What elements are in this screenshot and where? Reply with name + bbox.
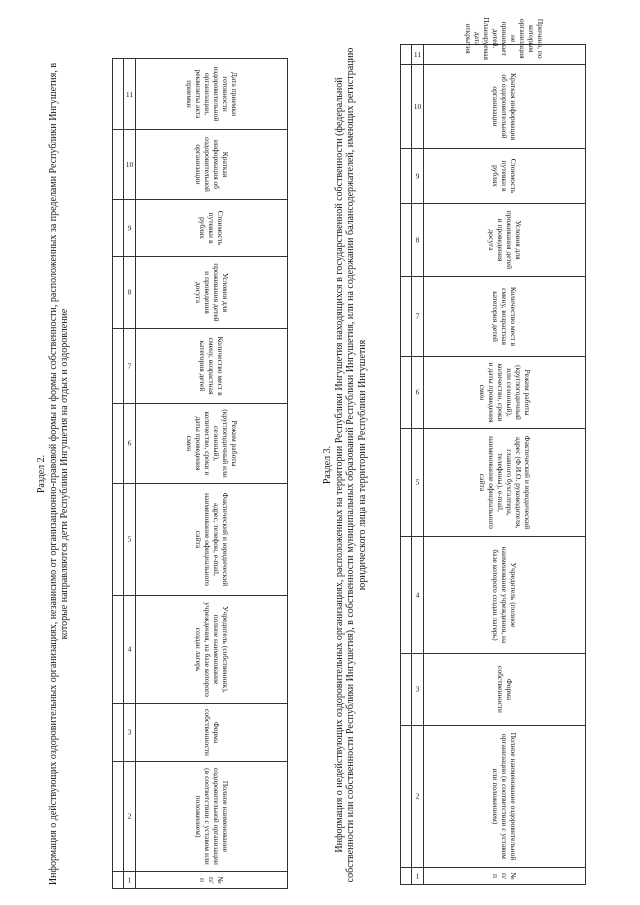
column-header: Количество мест в смену, возрастная категория детей [424, 277, 586, 357]
column-header: № п/п [424, 868, 586, 885]
section-2-number-row [124, 59, 136, 889]
column-header: Стоимость путевки в рублях [136, 200, 288, 257]
column-number: 11 [124, 59, 136, 130]
column-header: Стоимость путевки в рублях [424, 149, 586, 204]
column-header: Форма собственности [136, 704, 288, 762]
column-number: 9 [412, 149, 424, 204]
column-header: Количество мест в смену, возрастная категория детей [136, 329, 288, 404]
column-header: Дата приемки готовности оздоровительной организации, реквизиты акта приемки [136, 59, 288, 130]
section-3-heading [322, 45, 368, 885]
column-number: 6 [412, 357, 424, 429]
column-header: Условия для проживания детей и проведения досуга [424, 204, 586, 277]
section-2-header-row [136, 59, 288, 889]
column-header: Условия для проживания детей и проведения досуга [136, 257, 288, 329]
column-number: 10 [412, 65, 424, 149]
column-number: 3 [124, 704, 136, 762]
section-3-label: Раздел 3. [322, 445, 333, 485]
column-header: Режим работы (круглогодичный или сезонный), количество, сроки и даты проведения смен [424, 357, 586, 429]
column-header: Полное наименование оздоровительной организации (в соответствии с уставом или положением) [424, 726, 586, 868]
column-number: 11 [412, 45, 424, 65]
column-header: Учредитель (собственник), полное наименование учреждения, на базе которого создан лагерь [136, 596, 288, 704]
section-3-blank-row [401, 45, 412, 885]
column-number: 8 [412, 204, 424, 277]
column-number: 4 [412, 537, 424, 654]
section-3 [322, 17, 592, 885]
column-number: 5 [124, 484, 136, 596]
column-number: 9 [124, 200, 136, 257]
column-number: 5 [412, 429, 424, 537]
section-2-label: Раздел 2. [36, 454, 47, 494]
section-2-title: Информация о действующих оздоровительных организациях, независимо от организационно-правовой формы и формы собственности, расположенных за пределами Республики Ингушетия, в которые направляются дети Республики Ингушетия на отдых и оздоровление [47, 62, 70, 886]
section-3-header-row [424, 45, 586, 885]
section-2 [36, 59, 294, 889]
column-header: Полное наименование оздоровительной организации (в соответствии с уставом или положением) [136, 762, 288, 872]
column-number: 8 [124, 257, 136, 329]
column-number: 7 [124, 329, 136, 404]
column-number: 6 [124, 404, 136, 484]
section-2-table [112, 58, 288, 889]
column-header: Краткая информация об оздоровительной организации [424, 65, 586, 149]
column-number: 3 [412, 654, 424, 726]
column-header: Фактический и юридический адрес (Ф.И.О. руководителя, главного бухгалтера, телефоны), e-mail, наименование официального сайта [424, 429, 586, 537]
column-header: Краткая информация об оздоровительной организации [136, 130, 288, 200]
column-number: 2 [124, 762, 136, 872]
column-header: Режим работы (круглогодичный или сезонный), количество, сроки и даты проведения смен [136, 404, 288, 484]
section-2-blank-row [113, 59, 124, 889]
column-header: Учредитель (полное наименование учреждения, на базе которого создан лагерь) [424, 537, 586, 654]
column-number: 2 [412, 726, 424, 868]
column-number: 7 [412, 277, 424, 357]
column-header: Фактический и юридический адрес, телефон, e-mail, наименование официального сайта [136, 484, 288, 596]
column-number: 1 [124, 872, 136, 889]
column-header: № п/п [136, 872, 288, 889]
column-header: Причина, по которым организация не принимает детей. Планируемая дата открытия [424, 45, 586, 65]
column-header: Форма собственности [424, 654, 586, 726]
section-3-number-row [412, 45, 424, 885]
section-3-table [400, 17, 586, 885]
column-number: 10 [124, 130, 136, 200]
column-number: 1 [412, 868, 424, 885]
section-3-title: Информация о недействующих оздоровительных организациях, расположенных на территории Республики Ингушетия находящихся в государственной собственности (федеральной собственности или собственности Республики Ингушетия), в собственности муниципальных образований Республики Ингушетия, или на содержании балансодержателей, имеющих регистрацию юридического лица на территории Республики Ингушетия [333, 47, 368, 883]
section-2-heading [36, 59, 71, 889]
column-number: 4 [124, 596, 136, 704]
